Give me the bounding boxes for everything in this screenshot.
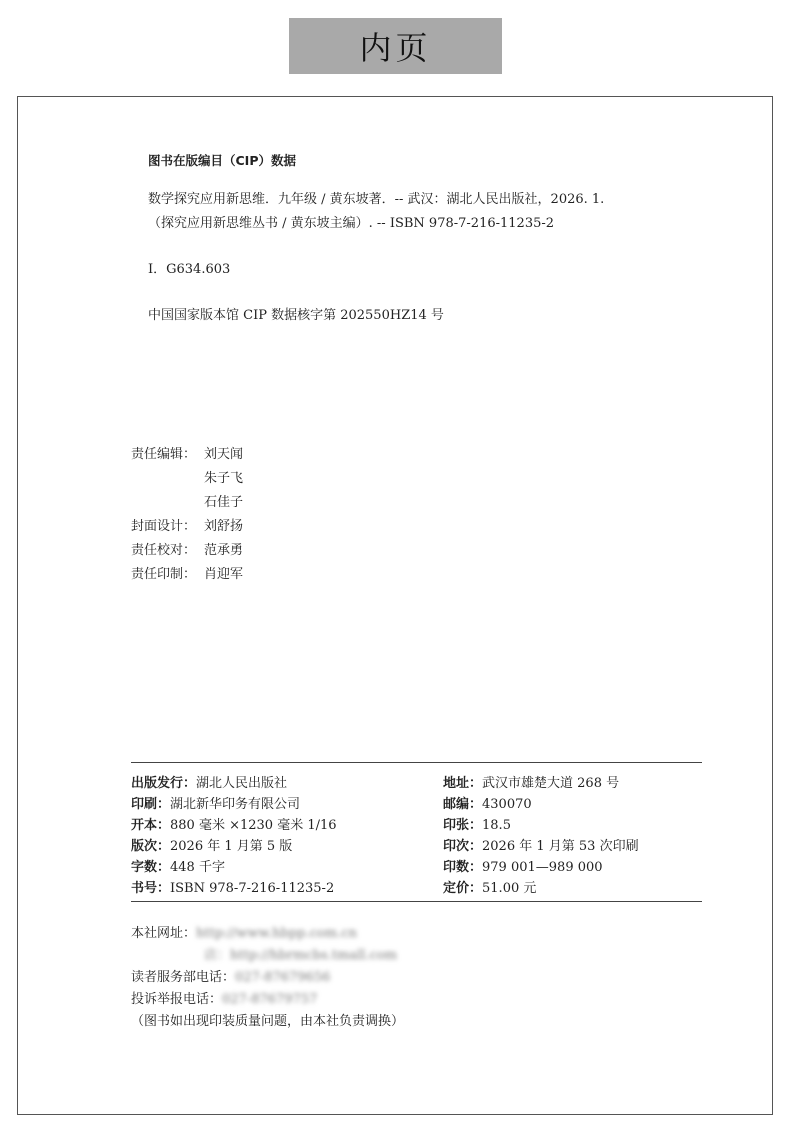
contact-value: 027-87679656 [235,970,331,985]
credit-proofreader [131,539,243,558]
info-label: 定价： [443,881,483,896]
info-label: 版次： [131,839,171,854]
info-label: 地址： [443,776,483,791]
pub-isbn [131,877,334,896]
contact-value: 027-87679757 [222,992,318,1007]
credit-editor-2 [131,467,243,486]
contact-value: http://www.hbpp.com.cn [196,926,357,941]
contact-label: 投诉举报电话： [131,992,223,1007]
section-tab-label: 内页 [289,18,502,74]
credit-label: 责任编辑： [131,447,197,462]
credit-value: 朱子飞 [204,471,244,486]
credit-cover-design [131,515,243,534]
pub-edition [131,835,292,854]
info-label: 书号： [131,881,171,896]
cip-line-1: 数学探究应用新思维．九年级 / 黄东坡著．-- 武汉：湖北人民出版社，2026. 1. [148,192,605,207]
info-value: 880 毫米 ×1230 毫米 1/16 [170,818,337,833]
info-label: 出版发行： [131,776,197,791]
contact-store [131,944,397,963]
credit-value: 刘舒扬 [204,519,244,534]
info-value: 2026 年 1 月第 5 版 [170,839,293,854]
info-label: 印张： [443,818,483,833]
cip-heading: 图书在版编目（CIP）数据 [148,153,296,168]
divider-bottom [131,901,702,902]
info-value: 湖北新华印务有限公司 [170,797,301,812]
credit-value: 范承勇 [204,543,244,558]
credit-editor-1 [131,443,243,462]
contact-complaint [131,988,317,1007]
credit-label: 封面设计： [131,519,197,534]
divider-top [131,762,702,763]
credit-label: 责任校对： [131,543,197,558]
contact-label: 读者服务部电话： [131,970,236,985]
pub-sheets [443,814,511,833]
contact-website [131,922,357,941]
pub-price [443,877,536,896]
pub-publisher [131,772,287,791]
contact-value: 店：http://hbrmcbs.tmall.com [204,948,398,963]
cip-classification: Ⅰ．G634.603 [148,262,231,277]
info-value: 430070 [482,797,532,812]
info-value: 武汉市雄楚大道 268 号 [482,776,620,791]
info-value: 湖北人民出版社 [196,776,288,791]
info-value: 18.5 [482,818,511,833]
contact-label: 本社网址： [131,926,197,941]
info-label: 印次： [443,839,483,854]
credit-value: 石佳子 [204,495,244,510]
info-value: 448 千字 [170,860,225,875]
info-value: ISBN 978-7-216-11235-2 [170,881,335,896]
info-value: 51.00 元 [482,881,537,896]
pub-print-run [443,856,603,875]
cip-verification-number: 中国国家版本馆 CIP 数据核字第 202550HZ14 号 [148,308,444,323]
info-label: 邮编： [443,797,483,812]
info-label: 印数： [443,860,483,875]
credit-editor-3 [131,491,243,510]
quality-notice: （图书如出现印装质量问题，由本社负责调换） [131,1014,405,1029]
pub-address [443,772,619,791]
cip-line-2: （探究应用新思维丛书 / 黄东坡主编）. -- ISBN 978-7-216-11235-2 [148,216,555,231]
info-label: 开本： [131,818,171,833]
pub-format [131,814,337,833]
contact-reader-service [131,966,330,985]
info-label: 字数： [131,860,171,875]
info-label: 印刷： [131,797,171,812]
credit-value: 刘天闻 [204,447,244,462]
pub-impression [443,835,639,854]
info-value: 2026 年 1 月第 53 次印刷 [482,839,639,854]
credit-printing [131,563,243,582]
credit-value: 肖迎军 [204,567,244,582]
credit-label: 责任印制： [131,567,197,582]
info-value: 979 001—989 000 [482,860,603,875]
pub-postcode [443,793,532,812]
pub-word-count [131,856,225,875]
pub-printer [131,793,300,812]
